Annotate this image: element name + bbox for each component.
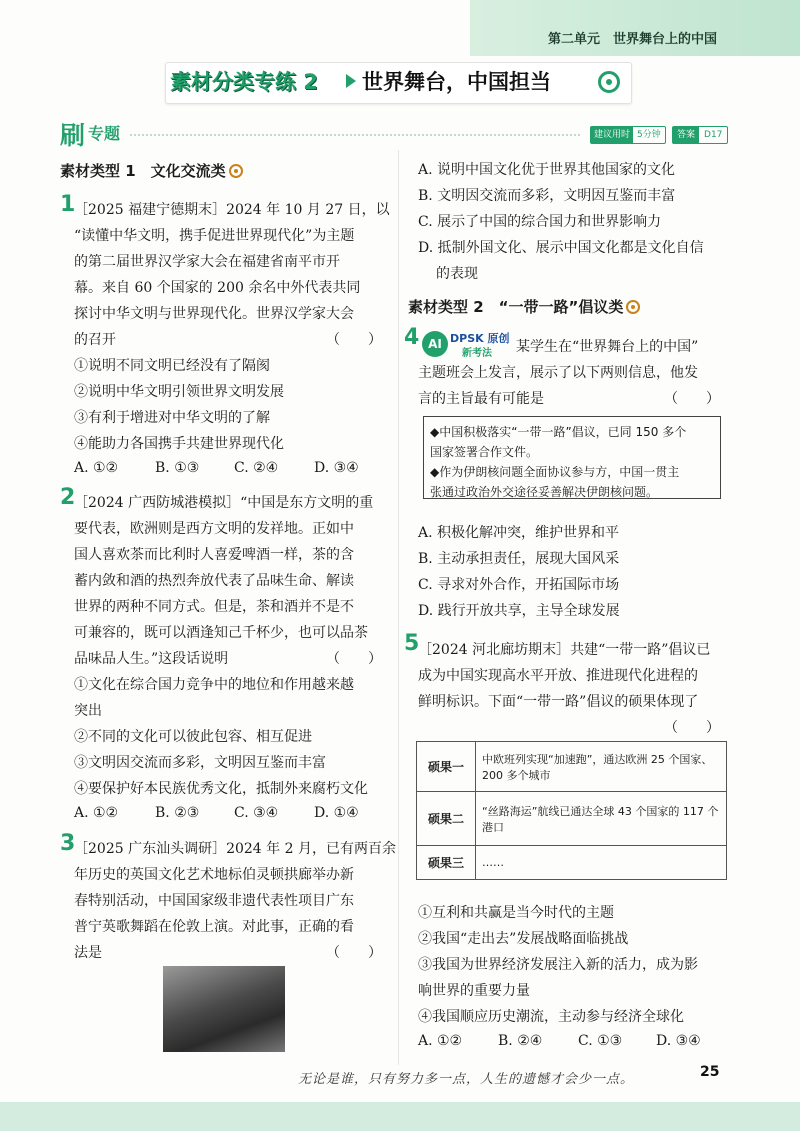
results-table <box>416 741 727 880</box>
answer-value: D17 <box>704 130 723 140</box>
question-number-2: 2 <box>60 485 76 510</box>
q1-line: ［2025 福建宁德期末］2024 年 10 月 27 日，以 <box>74 202 390 218</box>
option-b[interactable]: B. 文明因交流而多彩，文明因互鉴而丰富 <box>418 188 676 204</box>
table-row <box>417 792 727 846</box>
q2-line: 要代表，欧洲则是西方文明的发祥地。正如中 <box>74 521 354 537</box>
option-d[interactable]: D. ③④ <box>656 1033 701 1049</box>
section-title-2 <box>408 296 640 317</box>
q2-line: 蓄内敛和酒的热烈奔放代表了品味生命、解读 <box>74 573 354 589</box>
badge-original: DPSK 原创 <box>450 332 510 345</box>
table-row <box>417 846 727 880</box>
unit-label: 第二单元 世界舞台上的中国 <box>548 32 718 47</box>
q1-line: 幕。来自 60 个国家的 200 余名中外代表共同 <box>74 280 361 296</box>
q3-line: 年历史的英国文化艺术地标伯灵顿拱廊举办新 <box>74 867 354 883</box>
section-title-1-text: 素材类型 1 文化交流类 <box>60 162 226 180</box>
q1-line: 的第二届世界汉学家大会在福建省南平市开 <box>74 254 340 270</box>
target-icon <box>626 300 640 314</box>
q2-item: 突出 <box>74 703 102 719</box>
option-c[interactable]: C. ③④ <box>234 805 279 821</box>
info-line: ◆中国积极落实“一带一路”倡议，已同 150 多个 <box>430 425 687 439</box>
table-cell: 中欧班列实现“加速跑”，通达欧洲 25 个国家、200 多个城市 <box>476 742 727 792</box>
yingge-dance-photo <box>163 966 285 1052</box>
option-a[interactable]: A. ①② <box>74 460 119 476</box>
time-value: 5分钟 <box>637 130 661 140</box>
option-a[interactable]: A. ①② <box>74 805 119 821</box>
answer-blank[interactable]: （ ） <box>664 391 720 407</box>
badge-new-method: 新考法 <box>462 348 492 359</box>
q5-line: ［2024 河北廊坊期末］共建“一带一路”倡议已 <box>418 642 711 658</box>
q5-item: ②我国“走出去”发展战略面临挑战 <box>418 931 629 947</box>
option-d[interactable]: D. ③④ <box>314 460 359 476</box>
q1-item: ②说明中华文明引领世界文明发展 <box>74 384 284 400</box>
bottom-bar <box>0 1102 800 1131</box>
q2-line: 国人喜欢茶而比利时人喜爱啤酒一样，茶的含 <box>74 547 354 563</box>
question-number-3: 3 <box>60 831 76 856</box>
q2-line: 世界的两种不同方式。但是，茶和酒并不是不 <box>74 599 354 615</box>
option-c[interactable]: C. ①③ <box>578 1033 623 1049</box>
q2-line: 可兼容的，既可以酒逢知己千杯少，也可以品茶 <box>74 625 368 641</box>
answer-blank[interactable]: （ ） <box>664 720 720 736</box>
info-line: ◆作为伊朗核问题全面协议参与方，中国一贯主 <box>430 465 680 479</box>
q4-line: 主题班会上发言，展示了以下两则信息，他发 <box>418 365 698 381</box>
time-label: 建议用时 <box>591 127 633 143</box>
option-c[interactable]: C. 展示了中国的综合国力和世界影响力 <box>418 214 662 230</box>
motto: 无论是谁，只有努力多一点，人生的遗憾才会少一点。 <box>298 1072 635 1087</box>
option-a[interactable]: A. 说明中国文化优于世界其他国家的文化 <box>418 162 676 178</box>
section-title-1 <box>60 160 243 181</box>
answer-blank[interactable]: （ ） <box>326 945 382 961</box>
q5-item: ④我国顺应历史潮流，主动参与经济全球化 <box>418 1009 684 1025</box>
q5-item: ①互利和共赢是当今时代的主题 <box>418 905 614 921</box>
option-c[interactable]: C. ②④ <box>234 460 279 476</box>
q5-item: ③我国为世界经济发展注入新的活力，成为影 <box>418 957 698 973</box>
ai-badge-icon: AI <box>422 331 448 357</box>
question-number-5: 5 <box>404 631 420 656</box>
option-d[interactable]: D. 抵制外国文化、展示中国文化都是文化自信 <box>418 240 704 256</box>
option-b[interactable]: B. ②④ <box>498 1033 543 1049</box>
q3-line: 法是 <box>74 945 102 961</box>
option-b[interactable]: B. ①③ <box>155 460 200 476</box>
answer-label: 答案 <box>673 127 699 143</box>
topic-label: 专题 <box>88 124 121 143</box>
section-title-2-text: 素材类型 2 “一带一路”倡议类 <box>408 298 624 316</box>
page-title: 世界舞台，中国担当 <box>362 70 551 94</box>
q1-line: 探讨中华文明与世界现代化。世界汉学家大会 <box>74 306 354 322</box>
q2-item: ③文明因交流而多彩，文明因互鉴而丰富 <box>74 755 326 771</box>
dotted-divider <box>130 134 580 136</box>
option-b[interactable]: B. ②③ <box>155 805 200 821</box>
q4-line: 言的主旨最有可能是 <box>418 391 544 407</box>
q4-line: 某学生在“世界舞台上的中国” <box>516 339 699 355</box>
question-number-1: 1 <box>60 192 76 217</box>
q5-line: 成为中国实现高水平开放、推进现代化进程的 <box>418 668 698 684</box>
brush-logo: 刷 <box>60 121 86 150</box>
suggested-time-badge <box>590 126 666 144</box>
option-d[interactable]: D. ①④ <box>314 805 359 821</box>
q1-item: ③有利于增进对中华文明的了解 <box>74 410 270 426</box>
q2-item: ④要保护好本民族优秀文化，抵制外来腐朽文化 <box>74 781 368 797</box>
title-series: 素材分类专练 2 <box>170 70 318 94</box>
option-d[interactable]: D. 践行开放共享，主导全球发展 <box>418 603 620 619</box>
option-d-continued: 的表现 <box>436 266 478 282</box>
triangle-arrow-icon <box>346 74 356 88</box>
q3-line: ［2025 广东汕头调研］2024 年 2 月，已有两百余 <box>74 841 396 857</box>
table-cell: …… <box>476 846 727 880</box>
table-row <box>417 742 727 792</box>
answer-badge <box>672 126 728 144</box>
table-head: 硕果二 <box>417 792 476 846</box>
q3-line: 普宁英歌舞蹈在伦敦上演。对此事，正确的看 <box>74 919 354 935</box>
option-a[interactable]: A. 积极化解冲突，维护世界和平 <box>418 525 620 541</box>
q1-line: 的召开 <box>74 332 116 348</box>
q2-line: ［2024 广西防城港模拟］“中国是东方文明的重 <box>74 495 374 511</box>
q1-line: “读懂中华文明，携手促进世界现代化”为主题 <box>74 228 355 244</box>
page-number: 25 <box>700 1064 720 1080</box>
q1-item: ①说明不同文明已经没有了隔阂 <box>74 358 270 374</box>
info-line: 国家签署合作文件。 <box>430 445 539 459</box>
info-line: 张通过政治外交途径妥善解决伊朗核问题。 <box>430 485 659 499</box>
target-icon <box>229 164 243 178</box>
q1-item: ④能助力各国携手共建世界现代化 <box>74 436 284 452</box>
column-divider <box>398 150 399 1065</box>
question-number-4: 4 <box>404 325 420 350</box>
q2-item: ②不同的文化可以彼此包容、相互促进 <box>74 729 312 745</box>
q2-item: ①文化在综合国力竞争中的地位和作用越来越 <box>74 677 354 693</box>
q5-item: 响世界的重要力量 <box>418 983 530 999</box>
table-cell: “丝路海运”航线已通达全球 43 个国家的 117 个港口 <box>476 792 727 846</box>
option-a[interactable]: A. ①② <box>418 1033 463 1049</box>
q2-line: 品味品人生。”这段话说明 <box>74 651 229 667</box>
answer-blank[interactable]: （ ） <box>326 651 382 667</box>
option-b[interactable]: B. 主动承担责任，展现大国风采 <box>418 551 620 567</box>
q5-line: 鲜明标识。下面“一带一路”倡议的硕果体现了 <box>418 694 699 710</box>
answer-blank[interactable]: （ ） <box>326 332 382 348</box>
q3-line: 春特别活动，中国国家级非遗代表性项目广东 <box>74 893 354 909</box>
target-icon <box>598 71 620 93</box>
table-head: 硕果一 <box>417 742 476 792</box>
option-c[interactable]: C. 寻求对外合作，开拓国际市场 <box>418 577 620 593</box>
table-head: 硕果三 <box>417 846 476 880</box>
